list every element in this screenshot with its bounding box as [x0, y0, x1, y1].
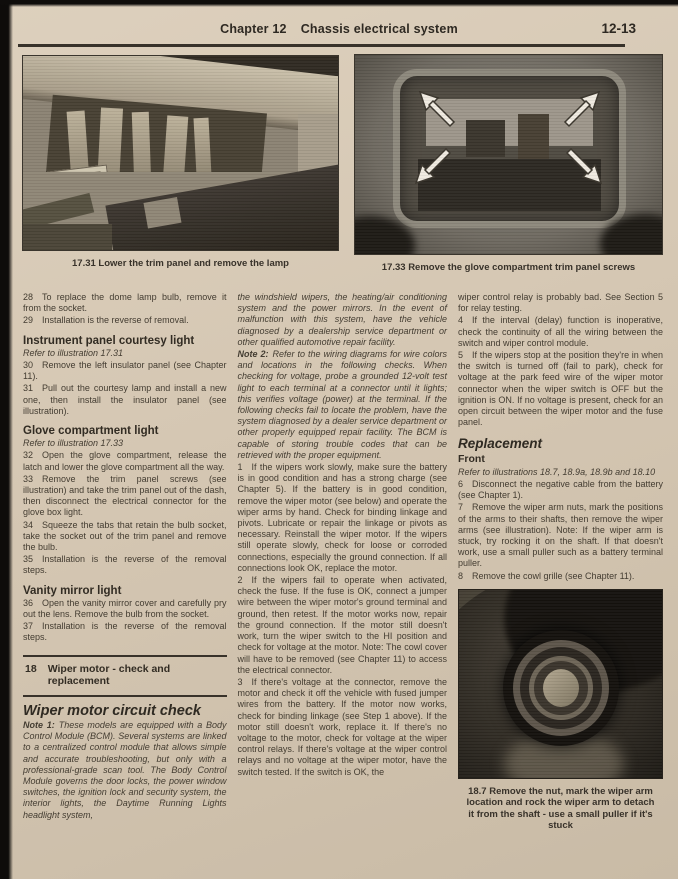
step-paragraph: 37 Installation is the reverse of the removal steps.: [23, 621, 227, 643]
step-paragraph: 5 If the wipers stop at the position they're in when the switch is turned off (fail to park), check for voltage at the park feed wire of the wiper motor connector when the wiper switch is OFF but the ignition is ON. If no voltage is present, check for an open circuit between the wiper motor and the fuse panel.: [458, 350, 663, 428]
subsection-heading-front: Front: [458, 452, 485, 465]
nut-ring-shape: [529, 656, 593, 720]
figure-17-31: [22, 55, 339, 270]
figure-17-33: [354, 54, 663, 274]
step-paragraph: 8 Remove the cowl grille (see Chapter 11).: [458, 570, 635, 581]
nut-hub-shape: [543, 669, 579, 707]
paragraph-continuation: wiper control relay is probably bad. See Section 5 for relay testing.: [458, 292, 663, 314]
wiper-shaft-nut: [503, 630, 619, 746]
step-paragraph: 3 If there's voltage at the connector, remove the motor and check it off the vehicle with fused jumper wires from the battery. If the motor now works, check for binding linkage (see Step 1 above). If the motor still doesn't work, replace it. If there's no voltage to the motor, check for voltage at the wiper control relays. If there's voltage at the wiper control relays and no voltage at the wiper motor, have the switch tested. If the switch is OK, the: [237, 676, 447, 777]
section-heading-18: [23, 655, 227, 697]
section-title: Wiper motor - check and replacement: [47, 662, 171, 688]
photo-18-7: [458, 589, 663, 779]
photo-17-33: [354, 54, 663, 255]
page-number: 12-13: [601, 21, 636, 36]
column-2: [238, 292, 447, 832]
note-paragraph: Note 1: These models are equipped with a Body Control Module (BCM). Several systems are linked to a centralized control module that allows simple and accurate troubleshooting, but only with a professional-grade scan tool. The Body Control Module governs the door locks, the power window switches, the ignition lock and security system, the interior lights, the Daytime Running Lights headlight system,: [23, 719, 227, 820]
subsection-heading: Instrument panel courtesy light: [23, 334, 195, 347]
step-paragraph: 31 Pull out the courtesy lamp and install a new one, then install the insulator panel (see illustration).: [23, 383, 227, 416]
figure-caption-17-31: 17.31 Lower the trim panel and remove the lamp: [72, 258, 289, 269]
arrow-icon: [563, 145, 605, 187]
step-paragraph: 2 If the wipers fail to operate when activated, check the fuse. If the fuse is OK, connect a jumper wire between the wiper motor's ground terminal and ground, then retest. If the motor works now, repair the ground connection. If the motor still doesn't work, turn the wiper switch to the HI position and check for voltage at the motor. Note: The cowl cover will have to be removed (see Chapter 11) to access the electrical connector.: [237, 575, 447, 675]
page-header: [0, 22, 678, 36]
arrow-icon: [412, 145, 454, 187]
step-paragraph: 32 Open the glove compartment, release the latch and lower the glove compartment all the way.: [23, 450, 227, 472]
step-paragraph: 4 If the interval (delay) function is inoperative, check the continuity of all the wiring between the switch and wiper control module.: [458, 315, 663, 348]
step-paragraph: 29 Installation is the reverse of removal.: [23, 315, 189, 326]
subsection-heading: Vanity mirror light: [23, 584, 122, 597]
chapter-label: Chapter 12: [220, 22, 287, 36]
step-paragraph: 28 To replace the dome lamp bulb, remove it from the socket.: [23, 292, 227, 314]
arrow-icon: [561, 88, 603, 130]
panel-notch-shape: [143, 197, 181, 229]
step-paragraph: 30 Remove the left insulator panel (see Chapter 11).: [23, 360, 227, 382]
step-paragraph: 35 Installation is the reverse of the removal steps.: [23, 554, 227, 576]
step-paragraph: 7 Remove the wiper arm nuts, mark the positions of the arms to their shafts, then remove the wiper arms (see illustration). Note: If the wiper arm is stuck, try rocking it on the shaft. If that doesn't work, use a small puller such as a battery terminal puller.: [458, 502, 663, 569]
photo-17-31: [22, 55, 339, 251]
subsection-heading: Glove compartment light: [23, 425, 159, 438]
subsection-heading-circuit-check: Wiper motor circuit check: [23, 702, 201, 719]
section-number: 18: [25, 662, 37, 675]
step-paragraph: 36 Open the vanity mirror cover and carefully pry out the lens. Remove the bulb from the socket.: [23, 597, 227, 620]
figure-caption-17-33: 17.33 Remove the glove compartment trim panel screws: [381, 262, 636, 273]
step-paragraph: 34 Squeeze the tabs that retain the bulb socket, take the socket out of the trim panel and remove the bulb.: [23, 519, 227, 553]
note-paragraph: Note 2: Refer to the wiring diagrams for wire colors and locations in the following checks. When checking for voltage, probe a grounded 12-volt test light to each terminal at a connector until it lights; this verifies voltage (power) at the terminal. If the following checks fail to locate the problem, have the system diagnosed by a dealer service department or other properly equipped repair facility. The BCM is capable of storing trouble codes that can be retrieved with the proper equipment.: [237, 349, 447, 460]
wiring-strip: [193, 118, 211, 177]
chapter-title: Chassis electrical system: [300, 22, 458, 36]
figure-caption-18-7: 18.7 Remove the nut, mark the wiper arm location and rock the wiper arm to detach it from the shaft - use a small puller if it's stuck: [466, 785, 655, 832]
figure-18-7: [458, 589, 663, 832]
console-step-shape: [22, 224, 112, 250]
refer-line: Refer to illustration 17.33: [23, 438, 124, 449]
interior-component-shape: [518, 114, 549, 163]
scan-edge-left: [0, 0, 13, 879]
step-paragraph: 33 Remove the trim panel screws (see illustration) and take the trim panel out of the dash, then disconnect the electrical connector for the glove box light.: [23, 473, 227, 518]
refer-line: Refer to illustration 17.31: [23, 347, 124, 358]
text-columns: [23, 292, 663, 832]
column-1: [23, 292, 227, 832]
interior-component-shape: [466, 120, 505, 158]
step-paragraph: 1 If the wipers work slowly, make sure the battery is in good condition and has a strong charge (see Chapter 5). If the battery is in good condition, remove the wiper motor (see below) and operate the wiper arms by hand. Check for binding linkage and pivots. Lubricate or repair the linkage or pivots as necessary. Reinstall the wiper motor. If the wipers still operate slowly, check for loose or corroded connections, especially the ground connection. If all connections look OK, replace the motor.: [237, 462, 447, 573]
nut-ring-shape: [513, 640, 609, 736]
step-paragraph: 6 Disconnect the negative cable from the battery (see Chapter 1).: [458, 479, 663, 501]
scan-edge-top: [0, 0, 678, 7]
header-rule: [18, 44, 625, 47]
glove-box-opening-shape: [393, 69, 626, 228]
arrow-icon: [416, 88, 458, 130]
note-continuation: the windshield wipers, the heating/air conditioning system and the power mirrors. In the event of malfunction with this system, have the vehicle diagnosed by a dealership service department or other qualified automotive repair facility.: [237, 292, 447, 347]
subsection-heading-replacement: Replacement: [458, 436, 543, 452]
refer-line: Refer to illustrations 18.7, 18.9a, 18.9b and 18.10: [458, 466, 656, 477]
column-3: [458, 292, 663, 832]
